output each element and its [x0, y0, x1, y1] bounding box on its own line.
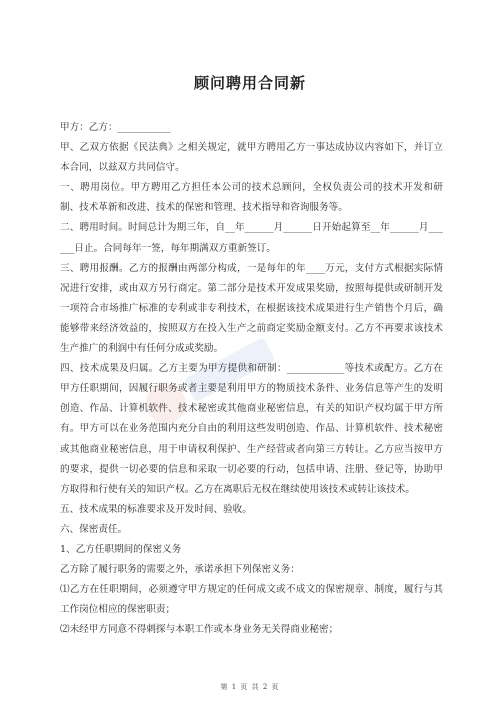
preamble-paragraph: 甲、乙双方依据《民法典》之相关规定，就甲方聘用乙方一事达成协议内容如下，并订立本合同，以兹双方共同信守。: [60, 142, 443, 174]
party-line: 甲方：乙方：___________: [60, 122, 171, 133]
subclause-6-1: 1、乙方任职期间的保密义务: [60, 543, 182, 555]
clause-5-standards: 五、技术成果的标准要求及开发时间、验收。: [60, 503, 252, 515]
confidentiality-item-2: ⑵未经甲方同意不得刺探与本职工作或本身业务无关得商业秘密；: [60, 624, 339, 636]
clause-2-term: 二、聘用时间。时间总计为期三年，自__年______月______日开始起算至__年______月______日止。合同每年一签，每年期满双方重新签订。: [60, 222, 443, 254]
clause-6-confidentiality: 六、保密责任。: [60, 523, 128, 535]
clause-3-remuneration: 三、聘用报酬。乙方的报酬由两部分构成，一是每年的年____万元，支付方式根据实际情况进行安排，或由双方另行商定。第二部分是技术开发成果奖励，按照每提供或研制开发一项符合市场推广标准的专利或非专利技术，在根据该技术成果进行生产销售个月后，确能够带来经济效益的，按照双方在投入生产之前商定奖励金额支付。乙方不再要求该技术生产推广的利润中有任何分成或奖励。: [60, 262, 443, 355]
page-footer: 第 1 页 共 2 页: [220, 683, 280, 691]
confidentiality-intro: 乙方除了履行职务的需要之外，承诺承担下列保密义务：: [60, 564, 300, 576]
clause-4-ownership: 四、技术成果及归属。乙方主要为甲方提供和研制：____________等技术或配方。乙方在甲方任职期间，因履行职务或者主要是利用甲方的物质技术条件、业务信息等产生的发明创造、作品、计算机软件、技术秘密或其他商业秘密信息，有关的知识产权均属于甲方所有。甲方可以在业务范围内充分自由的利用这些发明创造、作品、计算机软件、技术秘密或其他商业秘密信息，用于申请权利保护、生产经营或者向第三方转让。乙方应当按甲方的要求，提供一切必要的信息和采取一切必要的行动，包括申请、注册、登记等，协助甲方取得和行使有关的知识产权。乙方在离职后无权在继续使用该技术或转让该技术。: [60, 363, 443, 495]
confidentiality-item-1: ⑴乙方在任职期间，必须遵守甲方规定的任何成文或不成文的保密规章、制度，履行与其工作岗位相应的保密职责；: [60, 584, 443, 616]
clause-1-position: 一、聘用岗位。甲方聘用乙方担任本公司的技术总顾问，全权负责公司的技术开发和研制、技术革新和改进、技术的保密和管理、技术指导和咨询服务等。: [60, 182, 443, 214]
document-title: 顾问聘用合同新: [193, 74, 306, 92]
document-body: [60, 118, 443, 640]
